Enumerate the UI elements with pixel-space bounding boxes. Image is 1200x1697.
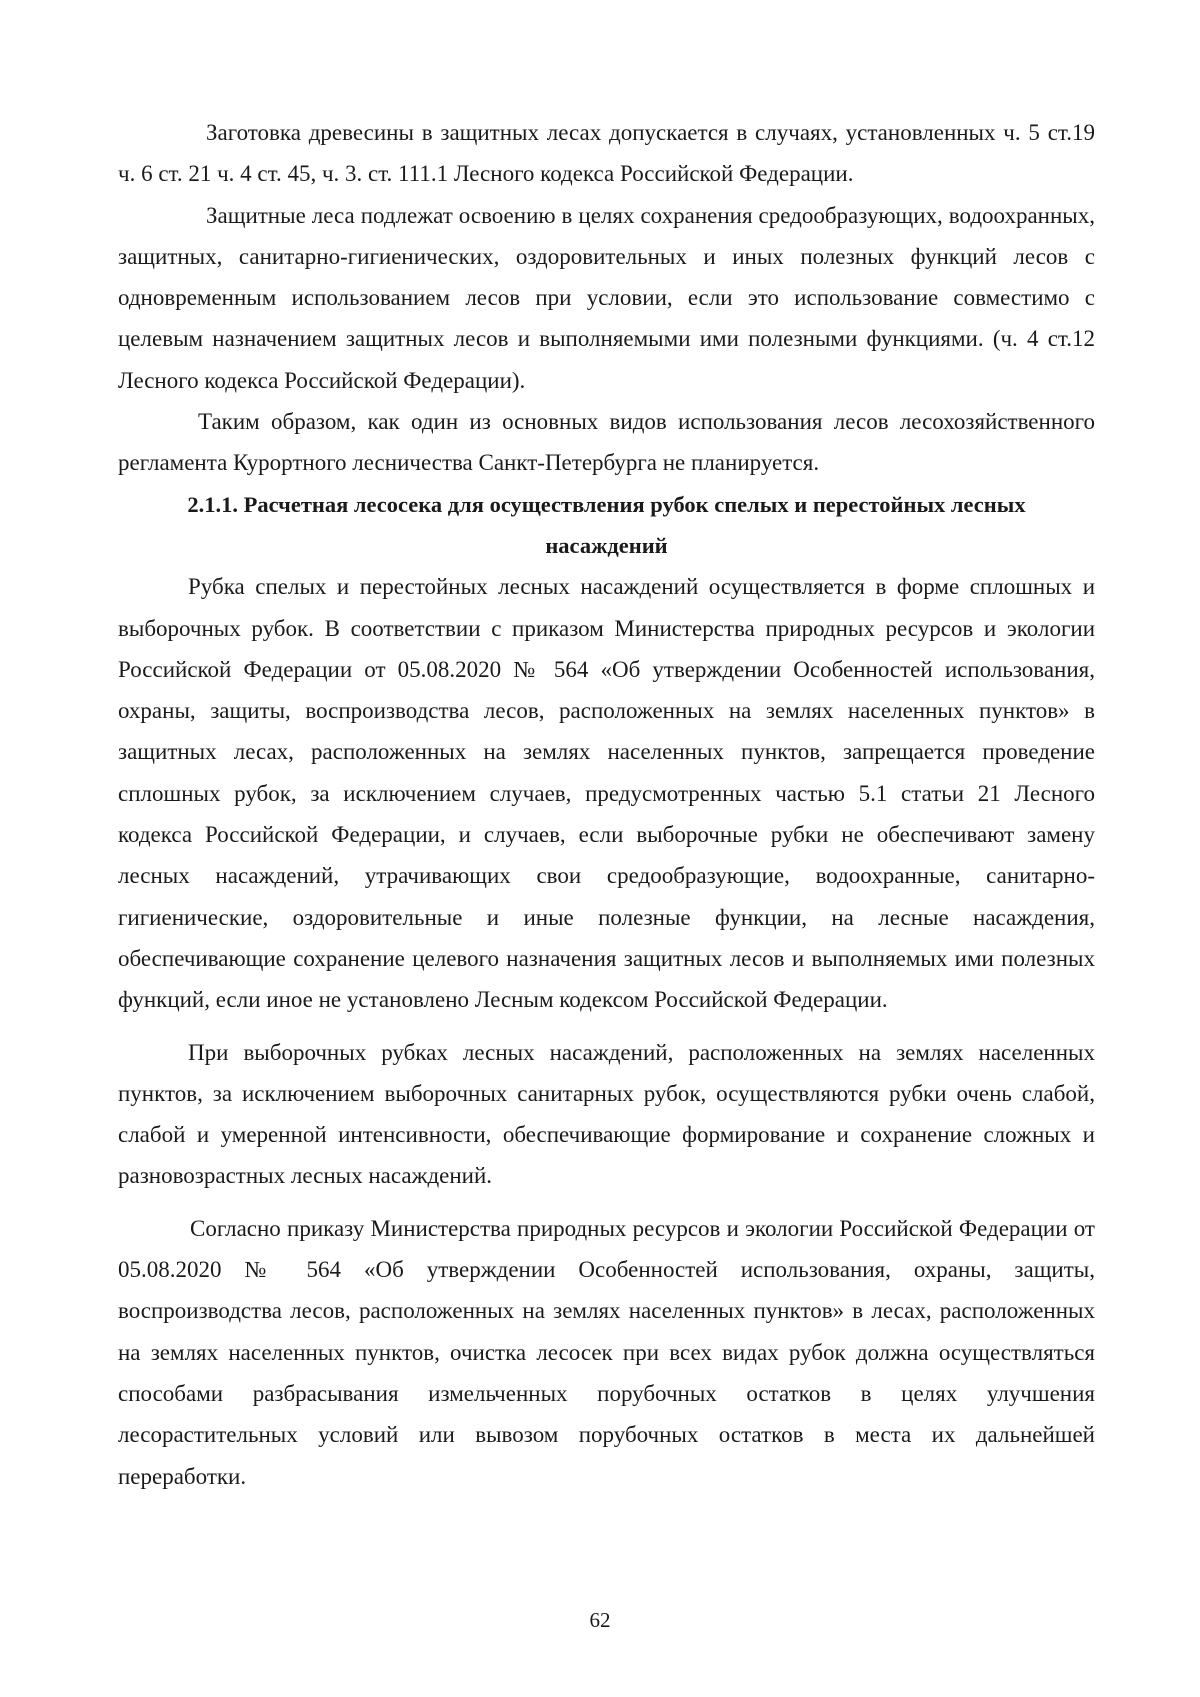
paragraph-selective-cutting: При выборочных рубках лесных насаждений, расположенных на землях населенных пунктов, за исключением выборочных санитарных рубок, осуществляются рубки очень слабой, слабой и умеренной интенсивности, обеспечивающие формирование и сохранение сложных и разновозрастных лесных насаждений. [118, 1039, 1095, 1189]
document-body [118, 112, 1095, 1497]
paragraph-harvesting-cases: Заготовка древесины в защитных лесах допускается в случаях, установленных ч. 5 ст.19 ч. 6 ст. 21 ч. 4 ст. 45, ч. 3. ст. 111.1 Лесного кодекса Российской Федерации. [118, 120, 1095, 187]
section-heading: 2.1.1. Расчетная лесосека для осуществления рубок спелых и перестойных лесных насаждений [187, 491, 1026, 558]
paragraph-clear-cutting: Рубка спелых и перестойных лесных насаждений осуществляется в форме сплошных и выборочных рубок. В соответствии с приказом Министерства природных ресурсов и экологии Российской Федерации от 05.08.2020 № 564 «Об утверждении Особенностей использования, охраны, защиты, воспроизводства лесов, расположенных на землях населенных пунктов» в защитных лесах, расположенных на землях населенных пунктов, запрещается проведение сплошных рубок, за исключением случаев, предусмотренных частью 5.1 статьи 21 Лесного кодекса Российской Федерации, и случаев, если выборочные рубки не обеспечивают замену лесных насаждений, утрачивающих свои средообразующие, водоохранные, санитарно-гигиенические, оздоровительные и иные полезные функции, на лесные насаждения, обеспечивающие сохранение целевого назначения защитных лесов и выполняемых ими полезных функций, если иное не установлено Лесным кодексом Российской Федерации. [118, 574, 1095, 1013]
paragraph-site-cleaning: Согласно приказу Министерства природных ресурсов и экологии Российской Федерации от 05.08.2020 № 564 «Об утверждении Особенностей использования, охраны, защиты, воспроизводства лесов, расположенных на землях населенных пунктов» в лесах, расположенных на землях населенных пунктов, очистка лесосек при всех видах рубок должна осуществляться способами разбрасывания измельченных порубочных остатков в целях улучшения лесорастительных условий или вывозом порубочных остатков в места их дальнейшей переработки. [118, 1215, 1095, 1489]
page-number: 62 [589, 1608, 611, 1632]
paragraph-protective-forests: Защитные леса подлежат освоению в целях сохранения средообразующих, водоохранных, защитных, санитарно-гигиенических, оздоровительных и иных полезных функций лесов с одновременным использованием лесов при условии, если это использование совместимо с целевым назначением защитных лесов и выполняемыми ими полезными функциями. (ч. 4 ст.12 Лесного кодекса Российской Федерации). [118, 202, 1095, 393]
paragraph-conclusion: Таким образом, как один из основных видов использования лесов лесохозяйственного регламента Курортного лесничества Санкт-Петербурга не планируется. [118, 409, 1095, 476]
